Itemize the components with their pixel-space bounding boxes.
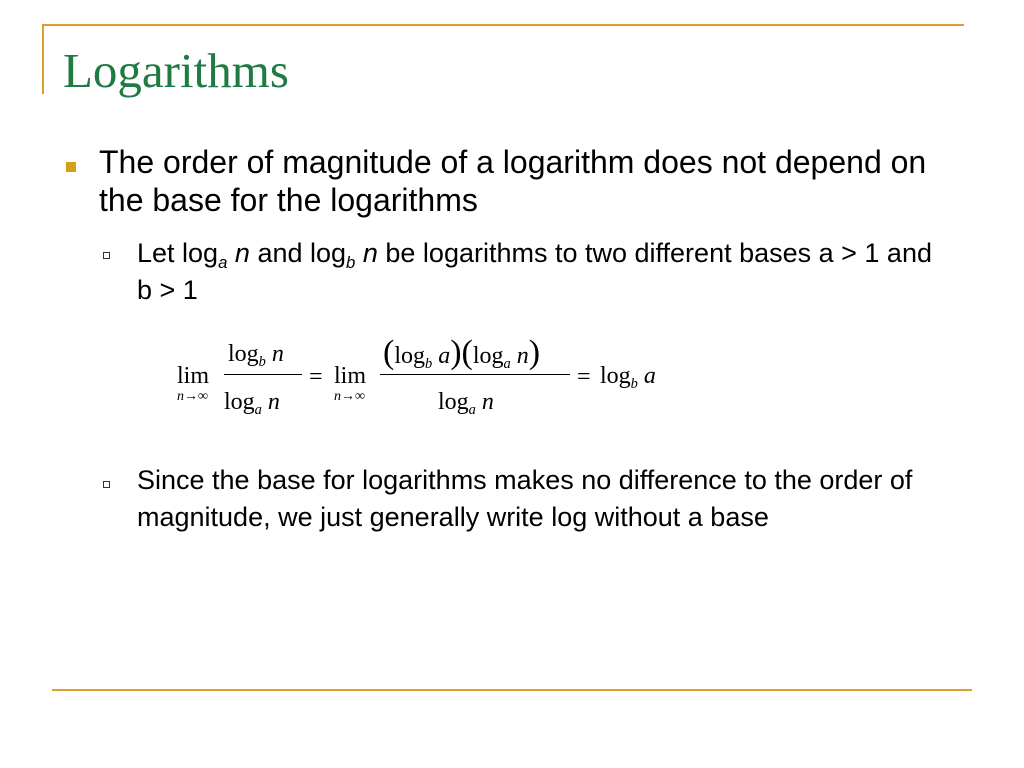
formula-num-2: ($\log_b$ $a)(\log_a$ n) <box>383 334 541 373</box>
sub-bullet-since-text: Since the base for logarithms makes no difference to the order of magnitude, we just generally write log without a base <box>137 465 913 533</box>
formula-lim-sub-2: n→∞ <box>334 389 365 404</box>
slide-title: Logarithms <box>63 43 289 98</box>
frame-top-rule <box>42 24 964 26</box>
bullet-square-icon <box>66 162 76 172</box>
sub-bullet-hollow-square-icon <box>103 252 110 259</box>
frame-left-rule <box>42 24 44 94</box>
limit-formula <box>172 334 692 424</box>
sub-bullet-let-text: Let $\log_a n$ and $\log_b n$ be logarithms to two different bases a > 1 and b > 1 <box>137 238 932 306</box>
formula-lim-2: lim <box>334 363 367 389</box>
formula-fraction-bar-1 <box>224 374 302 375</box>
formula-lim-sub-1: n→∞ <box>177 389 208 404</box>
formula-result: $\log_b a$ <box>600 363 656 393</box>
sub-bullet-hollow-square-icon <box>103 481 110 488</box>
frame-bottom-rule <box>52 689 972 691</box>
formula-fraction-bar-2 <box>380 374 570 375</box>
bullet-main-text: The order of magnitude of a logarithm does not depend on the base for the logarithms <box>99 144 927 219</box>
formula-lim-1: lim <box>177 363 210 389</box>
formula-den-2: $\log_a n$ <box>438 389 494 419</box>
formula-equals-1: = <box>309 364 323 390</box>
formula-num-1: $\log_b n$ <box>228 341 284 371</box>
formula-equals-2: = <box>577 364 591 390</box>
formula-den-1: $\log_a n$ <box>224 389 280 419</box>
